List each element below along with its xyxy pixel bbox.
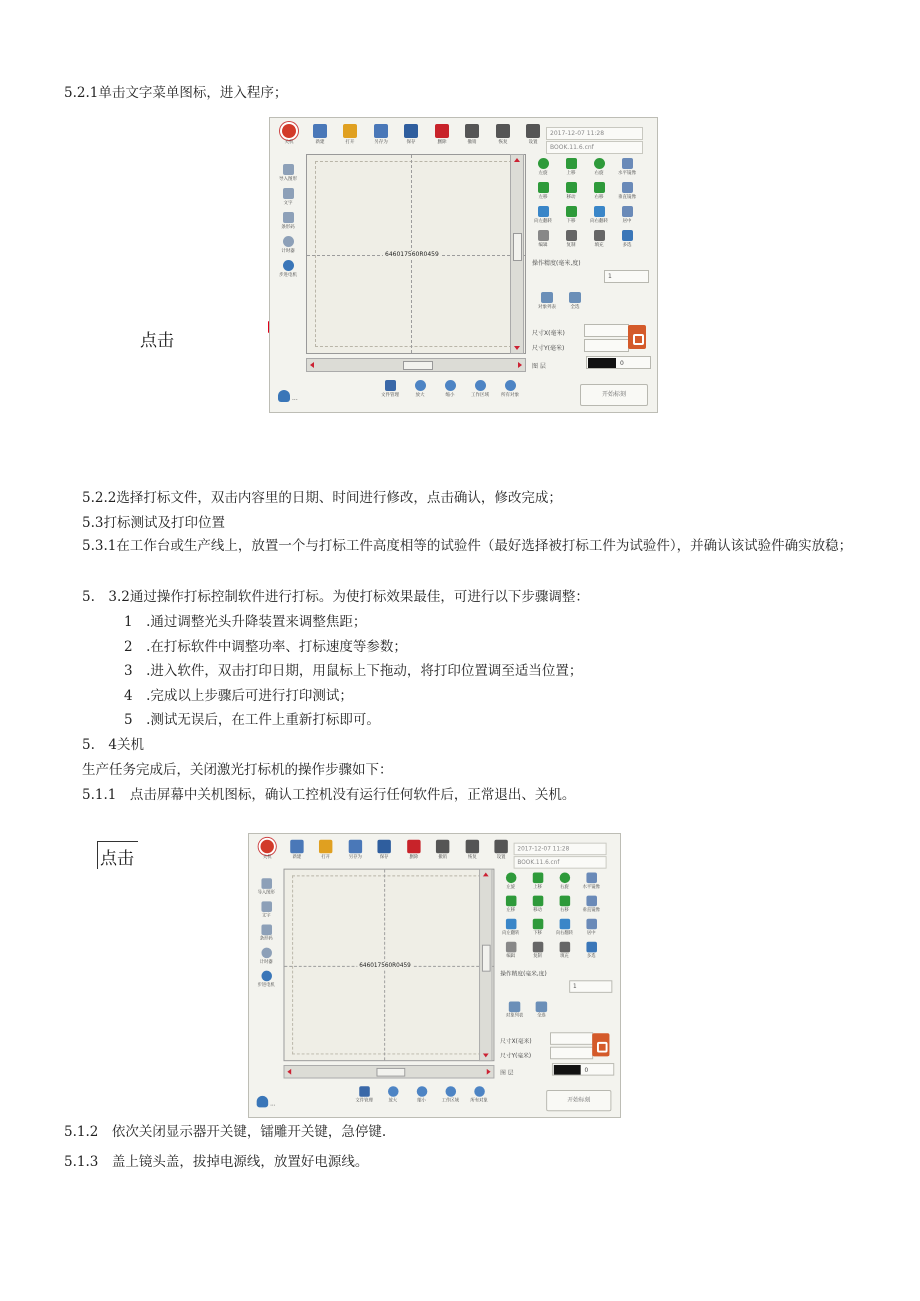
bottom-tool-label: 放大 xyxy=(415,392,425,398)
left-tool-button xyxy=(255,901,278,918)
click-callout-1: 点击 xyxy=(140,331,174,351)
toolbar-button xyxy=(431,124,453,145)
list-item: 4 .完成以上步骤后可进行打印测试； xyxy=(124,688,353,704)
transform-label: 填充 xyxy=(560,953,569,959)
toolbar-label: 保存 xyxy=(379,854,389,860)
scroll-thumb xyxy=(482,945,491,972)
work-area-icon xyxy=(445,1086,456,1097)
toolbar-button xyxy=(286,840,307,860)
bottom-tool-button xyxy=(353,1086,376,1103)
scroll-thumb xyxy=(513,233,522,261)
transform-label: 编辑 xyxy=(506,953,516,959)
object-button xyxy=(564,292,586,310)
zoom-in-icon xyxy=(388,1086,399,1097)
scroll-right-arrow-icon xyxy=(487,1069,491,1075)
layer-label: 图 层 xyxy=(532,363,546,370)
left-tool-button xyxy=(276,212,300,230)
bottom-tool-button xyxy=(378,380,402,398)
lock-icon xyxy=(592,1033,609,1056)
transform-button xyxy=(581,942,602,959)
object-list-icon xyxy=(541,292,553,303)
horizontal-scrollbar xyxy=(284,1065,495,1078)
transform-button xyxy=(500,942,521,959)
timer-icon xyxy=(261,948,272,959)
transform-label: 左移 xyxy=(538,194,548,200)
edit-icon xyxy=(505,942,516,953)
transform-button xyxy=(527,873,548,890)
toolbar-label: 新建 xyxy=(314,139,324,145)
transform-label: 右移 xyxy=(594,194,604,200)
canvas-text-object: 646017560R0459 xyxy=(385,251,439,258)
multi-select-icon xyxy=(586,942,597,953)
size-x-label: 尺寸X(毫米) xyxy=(532,330,565,337)
layer-value: 0 xyxy=(584,1066,589,1074)
transform-label: 左旋 xyxy=(506,884,516,890)
toolbar-button xyxy=(461,124,483,145)
transform-label: 居中 xyxy=(622,218,632,224)
lock-icon xyxy=(628,325,646,349)
open-folder-icon xyxy=(319,840,332,853)
bottom-tool-button xyxy=(468,380,492,398)
bottom-tool-button xyxy=(410,1086,433,1103)
size-x-input xyxy=(550,1032,593,1045)
bottom-tool-button xyxy=(468,1086,491,1103)
flip-right-icon xyxy=(559,919,570,930)
left-tool-button xyxy=(276,164,300,182)
transform-button xyxy=(560,158,582,176)
scroll-left-arrow-icon xyxy=(310,362,314,368)
transform-button xyxy=(588,158,610,176)
import-image-icon xyxy=(261,878,272,889)
scroll-up-arrow-icon xyxy=(514,158,520,162)
scroll-up-arrow-icon xyxy=(483,873,489,877)
transform-button xyxy=(588,182,610,200)
text-abc-icon xyxy=(261,901,272,912)
stepper-motor-icon xyxy=(261,971,272,982)
transform-button xyxy=(527,942,548,959)
size-y-label: 尺寸Y(毫米) xyxy=(500,1052,532,1060)
bottom-tool-button xyxy=(439,1086,462,1103)
transform-label: 右旋 xyxy=(594,170,604,176)
transform-label: 上移 xyxy=(566,170,576,176)
rotate-left-icon xyxy=(505,873,516,884)
toolbar-button xyxy=(315,840,336,860)
size-y-label: 尺寸Y(毫米) xyxy=(532,345,565,352)
transform-label: 填充 xyxy=(594,242,604,248)
delete-icon xyxy=(407,840,420,853)
left-tool-button xyxy=(276,260,300,278)
vertical-scrollbar xyxy=(510,154,524,354)
new-file-icon xyxy=(290,840,303,853)
object-button xyxy=(504,1001,525,1018)
transform-button xyxy=(554,919,575,936)
transform-button xyxy=(616,158,638,176)
transform-button xyxy=(554,873,575,890)
transform-label: 居中 xyxy=(586,930,596,936)
left-tool-button xyxy=(276,236,300,254)
left-tool-label: 步进电机 xyxy=(257,982,275,988)
delete-icon xyxy=(435,124,449,138)
step-5-1-1: 5.1.1 点击屏幕中关机图标，确认工控机没有运行任何软件后，正常退出、关机。 xyxy=(82,787,576,803)
transform-button xyxy=(500,873,521,890)
select-all-icon xyxy=(569,292,581,303)
transform-button xyxy=(560,206,582,224)
transform-button xyxy=(527,896,548,913)
size-x-label: 尺寸X(毫米) xyxy=(500,1038,532,1045)
scroll-right-arrow-icon xyxy=(518,362,522,368)
lock-shackle xyxy=(597,1042,608,1053)
all-objects-icon xyxy=(474,1086,485,1097)
left-tool-label: 导入图形 xyxy=(278,176,297,182)
transform-label: 移动 xyxy=(566,194,576,200)
redo-icon xyxy=(496,124,510,138)
transform-button xyxy=(532,206,554,224)
import-image-icon xyxy=(283,164,294,175)
transform-button xyxy=(616,206,638,224)
transform-label: 复制 xyxy=(533,953,542,959)
transform-label: 多选 xyxy=(622,242,632,248)
mirror-horizontal-icon xyxy=(586,873,597,884)
horizontal-scrollbar xyxy=(306,358,526,372)
rotate-left-icon xyxy=(538,158,549,169)
user-text: ... xyxy=(270,1100,276,1108)
transform-button xyxy=(532,230,554,248)
left-tool-label: 导入图形 xyxy=(257,890,275,896)
layer-color-swatch xyxy=(554,1065,581,1075)
user-text: ... xyxy=(292,395,298,402)
left-tool-button xyxy=(255,948,278,965)
copy-icon xyxy=(532,942,543,953)
precision-label: 操作精度(毫米,度) xyxy=(500,970,547,978)
transform-button xyxy=(500,919,521,936)
transform-label: 复制 xyxy=(566,242,576,248)
left-tool-label: 文字 xyxy=(283,200,293,206)
datetime-field: 2017-12-07 11:28 xyxy=(546,127,643,140)
undo-icon xyxy=(465,124,479,138)
transform-button xyxy=(581,896,602,913)
save-as-icon xyxy=(348,840,361,853)
transform-label: 编辑 xyxy=(538,242,548,248)
scroll-thumb xyxy=(377,1068,406,1077)
vertical-scrollbar xyxy=(479,869,492,1062)
transform-button xyxy=(554,896,575,913)
bottom-tool-button xyxy=(381,1086,404,1103)
toolbar-button xyxy=(309,124,331,145)
bottom-tool-label: 所有对象 xyxy=(470,1097,488,1104)
object-button-label: 全选 xyxy=(537,1013,546,1019)
transform-button xyxy=(616,182,638,200)
transform-label: 右移 xyxy=(560,907,569,913)
transform-button xyxy=(532,158,554,176)
arrow-right-icon xyxy=(594,182,605,193)
layer-color-swatch xyxy=(588,358,616,368)
tools-icon xyxy=(494,840,507,853)
toolbar-button xyxy=(374,840,395,860)
mirror-horizontal-icon xyxy=(622,158,633,169)
step-5-2-1: 5.2.1单击文字菜单图标，进入程序； xyxy=(64,85,288,101)
bottom-tool-label: 工作区域 xyxy=(441,1097,459,1104)
toolbar-label: 恢复 xyxy=(467,854,477,860)
fill-icon xyxy=(594,230,605,241)
undo-icon xyxy=(436,840,449,853)
left-tool-button xyxy=(276,188,300,206)
toolbar-button xyxy=(257,840,278,860)
timer-icon xyxy=(283,236,294,247)
bottom-tool-button xyxy=(408,380,432,398)
toolbar-label: 撤销 xyxy=(467,139,477,145)
precision-input: 1 xyxy=(604,270,649,283)
user-avatar-icon xyxy=(257,1096,269,1108)
toolbar-label: 保存 xyxy=(406,139,416,145)
save-icon xyxy=(377,840,390,853)
zoom-in-icon xyxy=(415,380,426,391)
open-folder-icon xyxy=(343,124,357,138)
software-screenshot-1 xyxy=(269,117,658,413)
left-tool-button xyxy=(255,971,278,988)
toolbar-label: 打开 xyxy=(321,854,331,860)
toolbar-button xyxy=(522,124,544,145)
toolbar-label: 删除 xyxy=(436,139,446,145)
layer-value: 0 xyxy=(620,360,624,367)
flip-left-icon xyxy=(505,919,516,930)
left-tool-label: 文字 xyxy=(261,913,271,919)
object-button xyxy=(536,292,558,310)
transform-label: 下移 xyxy=(566,218,576,224)
toolbar-button xyxy=(339,124,361,145)
click-callout-2: 点击 xyxy=(97,841,138,869)
toolbar-label: 关机 xyxy=(262,854,272,860)
toolbar-label: 撤销 xyxy=(438,854,447,860)
transform-label: 向左翻转 xyxy=(502,930,520,936)
list-item: 2 .在打标软件中调整功率、打标速度等参数； xyxy=(124,639,407,655)
save-icon xyxy=(404,124,418,138)
work-area-icon xyxy=(475,380,486,391)
tools-icon xyxy=(526,124,540,138)
transform-label: 垂直镜像 xyxy=(582,907,600,913)
transform-label: 向左翻转 xyxy=(533,218,552,224)
layer-label: 图 层 xyxy=(500,1069,514,1077)
zoom-out-icon xyxy=(416,1086,427,1097)
size-y-input xyxy=(550,1047,593,1060)
list-item: 1 .通过调整光头升降装置来调整焦距； xyxy=(124,614,367,630)
toolbar-button xyxy=(370,124,392,145)
transform-label: 右旋 xyxy=(560,884,569,890)
step-5-1-3: 5.1.3 盖上镜头盖，拔掉电源线，放置好电源线。 xyxy=(64,1154,369,1170)
transform-label: 垂直镜像 xyxy=(617,194,636,200)
filename-field: BOOK.11.6.cnf xyxy=(514,856,607,869)
scroll-down-arrow-icon xyxy=(483,1053,489,1057)
arrow-left-icon xyxy=(538,182,549,193)
transform-label: 多选 xyxy=(586,953,596,959)
file-manager-icon xyxy=(359,1086,370,1097)
flip-right-icon xyxy=(594,206,605,217)
step-5-2-2: 5.2.2选择打标文件，双击内容里的日期、时间进行修改，点击确认，修改完成； xyxy=(82,490,562,506)
heading-5-4: 5. 4关机 xyxy=(82,737,144,753)
size-x-input xyxy=(584,324,629,337)
bottom-tool-label: 工作区域 xyxy=(470,392,489,398)
transform-button xyxy=(588,230,610,248)
text-abc-icon xyxy=(283,188,294,199)
select-all-icon xyxy=(536,1001,548,1012)
start-marking-button: 开始标刻 xyxy=(580,384,648,406)
precision-label: 操作精度(毫米,度) xyxy=(532,260,581,267)
toolbar-label: 新建 xyxy=(292,854,301,860)
mirror-vertical-icon xyxy=(586,896,597,907)
precision-input: 1 xyxy=(569,980,612,993)
transform-button xyxy=(532,182,554,200)
zoom-out-icon xyxy=(445,380,456,391)
transform-button xyxy=(581,873,602,890)
transform-label: 上移 xyxy=(533,884,542,890)
datetime-field: 2017-12-07 11:28 xyxy=(514,843,607,856)
transform-label: 向右翻转 xyxy=(589,218,608,224)
filename-field: BOOK.11.6.cnf xyxy=(546,141,643,154)
toolbar-label: 另存为 xyxy=(348,854,362,860)
object-button-label: 对象列表 xyxy=(537,304,556,310)
transform-button xyxy=(581,919,602,936)
design-canvas xyxy=(306,154,526,354)
object-button-label: 对象列表 xyxy=(505,1013,524,1019)
transform-label: 移动 xyxy=(533,907,542,913)
bottom-tool-label: 缩小 xyxy=(445,392,455,398)
transform-label: 左旋 xyxy=(538,170,548,176)
shutdown-intro: 生产任务完成后，关闭激光打标机的操作步骤如下： xyxy=(82,762,393,778)
move-icon xyxy=(532,896,543,907)
bottom-tool-label: 放大 xyxy=(388,1097,398,1104)
transform-button xyxy=(554,942,575,959)
mirror-vertical-icon xyxy=(622,182,633,193)
transform-button xyxy=(560,182,582,200)
file-manager-icon xyxy=(385,380,396,391)
left-tool-label: 步进电机 xyxy=(278,272,297,278)
list-item: 5 .测试无误后，在工件上重新打标即可。 xyxy=(124,712,380,728)
all-objects-icon xyxy=(505,380,516,391)
start-marking-button: 开始标刻 xyxy=(546,1090,611,1111)
transform-button xyxy=(588,206,610,224)
redo-icon xyxy=(465,840,478,853)
object-button-label: 全选 xyxy=(570,304,580,310)
toolbar-label: 删除 xyxy=(409,854,418,860)
transform-label: 向右翻转 xyxy=(555,930,574,936)
toolbar-label: 另存为 xyxy=(373,139,388,145)
canvas-text-object: 646017560R0459 xyxy=(359,962,411,969)
multi-select-icon xyxy=(622,230,633,241)
left-tool-label: 计时器 xyxy=(281,248,295,254)
scroll-left-arrow-icon xyxy=(287,1069,291,1075)
toolbar-button xyxy=(403,840,424,860)
left-tool-button xyxy=(255,924,278,941)
design-canvas xyxy=(284,869,495,1062)
transform-button xyxy=(527,919,548,936)
barcode-icon xyxy=(261,924,272,935)
center-icon xyxy=(622,206,633,217)
transform-label: 水平镜像 xyxy=(582,884,600,890)
transform-button xyxy=(560,230,582,248)
lock-shackle xyxy=(633,334,644,345)
stepper-motor-icon xyxy=(283,260,294,271)
scroll-thumb xyxy=(403,361,433,370)
edit-icon xyxy=(538,230,549,241)
user-avatar-icon xyxy=(278,390,290,402)
fill-icon xyxy=(559,942,570,953)
copy-icon xyxy=(566,230,577,241)
left-tool-label: 条形码 xyxy=(281,224,295,230)
power-icon xyxy=(282,124,296,138)
arrow-down-icon xyxy=(566,206,577,217)
bottom-tool-label: 文件管理 xyxy=(380,392,399,398)
left-tool-label: 计时器 xyxy=(259,959,273,965)
transform-label: 下移 xyxy=(533,930,542,936)
transform-label: 水平镜像 xyxy=(617,170,636,176)
toolbar-button xyxy=(492,124,514,145)
toolbar-button xyxy=(400,124,422,145)
arrow-down-icon xyxy=(532,919,543,930)
arrow-left-icon xyxy=(505,896,516,907)
step-5-3-1: 5.3.1在工作台或生产线上，放置一个与打标工件高度相等的试验件（最好选择被打标工件为试验件），并确认该试验件确实放稳； xyxy=(82,538,853,554)
bottom-tool-label: 所有对象 xyxy=(500,392,519,398)
left-tool-label: 条形码 xyxy=(259,936,273,942)
arrow-right-icon xyxy=(559,896,570,907)
toolbar-button xyxy=(491,840,512,860)
bottom-tool-label: 文件管理 xyxy=(355,1097,373,1104)
object-button xyxy=(531,1001,552,1018)
size-y-input xyxy=(584,339,629,352)
barcode-icon xyxy=(283,212,294,223)
toolbar-button xyxy=(432,840,453,860)
toolbar-label: 恢复 xyxy=(497,139,507,145)
object-list-icon xyxy=(509,1001,521,1012)
scroll-down-arrow-icon xyxy=(514,346,520,350)
toolbar-button xyxy=(278,124,300,145)
bottom-tool-button xyxy=(498,380,522,398)
bottom-tool-label: 缩小 xyxy=(417,1097,426,1104)
rotate-right-icon xyxy=(594,158,605,169)
toolbar-label: 打开 xyxy=(345,139,355,145)
save-as-icon xyxy=(374,124,388,138)
left-tool-button xyxy=(255,878,278,895)
toolbar-button xyxy=(344,840,365,860)
transform-button xyxy=(500,896,521,913)
center-icon xyxy=(586,919,597,930)
toolbar-label: 设置 xyxy=(496,854,506,860)
arrow-up-icon xyxy=(566,158,577,169)
move-icon xyxy=(566,182,577,193)
flip-left-icon xyxy=(538,206,549,217)
bottom-tool-button xyxy=(438,380,462,398)
step-5-1-2: 5.1.2 依次关闭显示器开关键，镭雕开关键，急停键. xyxy=(64,1124,387,1140)
step-5-3-2: 5. 3.2通过操作打标控制软件进行打标。为使打标效果最佳，可进行以下步骤调整： xyxy=(82,589,589,605)
software-screenshot-2 xyxy=(248,833,621,1118)
list-item: 3 .进入软件，双击打印日期，用鼠标上下拖动，将打印位置调至适当位置； xyxy=(124,663,583,679)
toolbar-button xyxy=(461,840,482,860)
power-icon xyxy=(261,840,274,853)
new-file-icon xyxy=(313,124,327,138)
transform-button xyxy=(616,230,638,248)
toolbar-label: 设置 xyxy=(528,139,538,145)
heading-5-3: 5.3打标测试及打印位置 xyxy=(82,515,225,531)
transform-label: 左移 xyxy=(506,907,516,913)
rotate-right-icon xyxy=(559,873,570,884)
arrow-up-icon xyxy=(532,873,543,884)
toolbar-label: 关机 xyxy=(284,139,294,145)
